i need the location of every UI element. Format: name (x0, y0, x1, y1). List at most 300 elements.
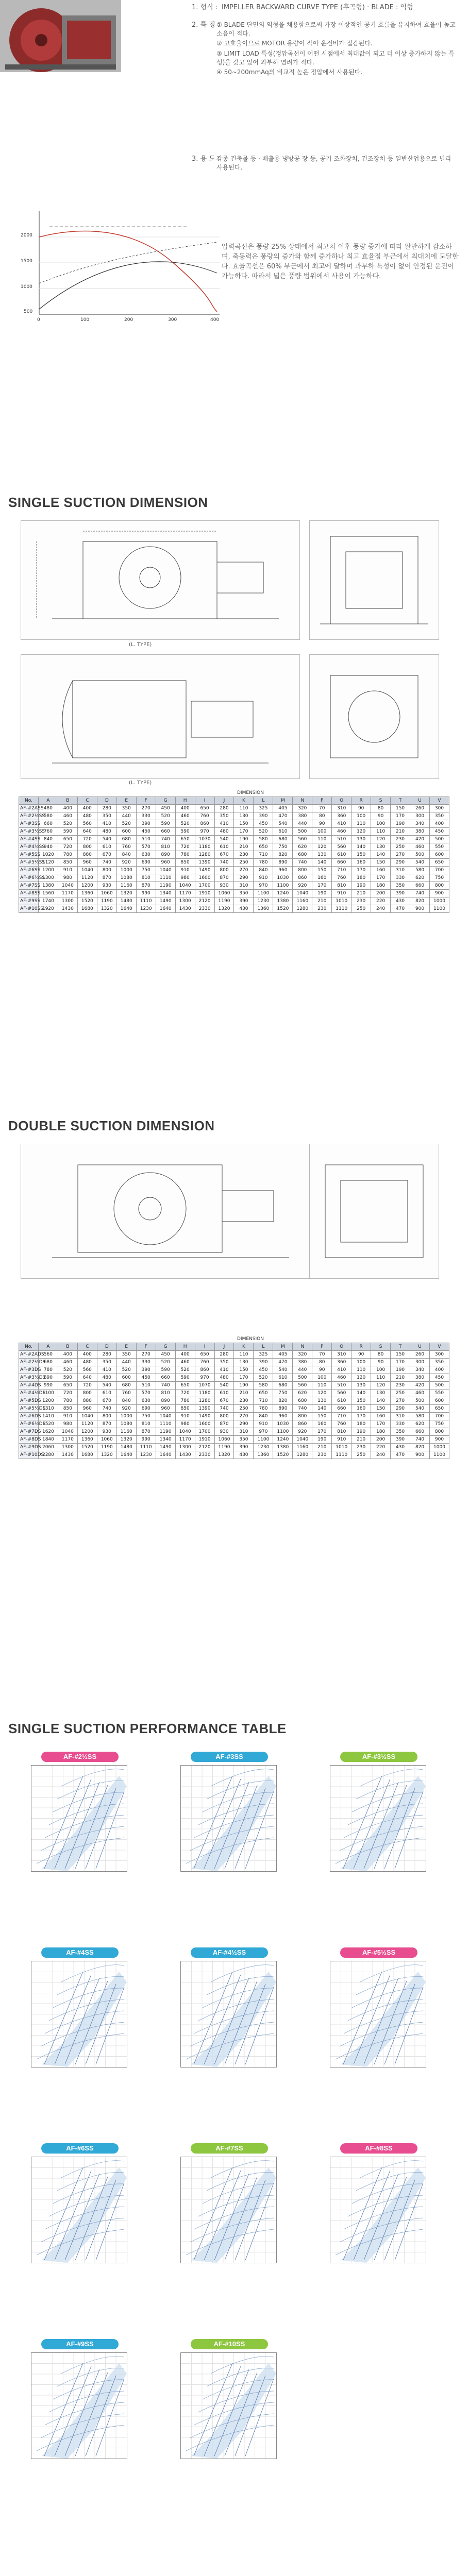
dimension-cell: 960 (273, 867, 293, 874)
dimension-cell: 780 (58, 1397, 77, 1405)
column-header: B (58, 797, 77, 805)
dimension-cell: 410 (214, 820, 234, 828)
dimension-cell: 1030 (273, 1420, 293, 1428)
dimension-cell: 450 (254, 820, 273, 828)
dimension-cell: 800 (214, 867, 234, 874)
dimension-cell: 900 (430, 1436, 449, 1444)
table-row (19, 905, 449, 913)
model-cell: AF-#6SS (19, 867, 39, 874)
dimension-cell: 720 (77, 836, 97, 843)
dimension-cell: 1680 (77, 1451, 97, 1459)
dimension-cell: 140 (351, 1389, 371, 1397)
dimension-cell: 350 (391, 882, 410, 890)
dimension-cell: 140 (371, 851, 391, 859)
dimension-cell: 580 (254, 836, 273, 843)
dimension-cell: 930 (97, 1428, 116, 1436)
dimension-cell: 1040 (293, 890, 312, 897)
dimension-cell: 400 (77, 805, 97, 812)
column-header: I (195, 1343, 214, 1351)
dimension-cell: 300 (410, 812, 430, 820)
dimension-cell: 590 (58, 828, 77, 836)
drawing-label: (L. TYPE) (129, 642, 152, 648)
table-row (19, 897, 449, 905)
dimension-cell: 325 (254, 805, 273, 812)
dimension-cell: 870 (97, 874, 116, 882)
dimension-cell: 270 (136, 805, 156, 812)
dimension-cell: 680 (116, 1382, 136, 1389)
dimension-cell: 230 (391, 836, 410, 843)
dimension-cell: 540 (214, 1382, 234, 1389)
model-cell: AF-#6½SS (19, 874, 39, 882)
x-tick: 100 (80, 317, 90, 323)
dimension-cell: 1490 (156, 897, 175, 905)
column-header: L (254, 1343, 273, 1351)
model-tag: AF-#4½SS (191, 1947, 268, 1958)
single-dimension-table (19, 796, 449, 913)
dimension-cell: 960 (156, 859, 175, 867)
column-header: S (371, 1343, 391, 1351)
dimension-cell: 800 (293, 1413, 312, 1420)
dimension-cell: 1170 (58, 1436, 77, 1444)
dimension-cell: 470 (391, 905, 410, 913)
dimension-cell: 540 (97, 836, 116, 843)
column-header: V (430, 1343, 449, 1351)
dimension-cell: 1640 (156, 1451, 175, 1459)
dimension-cell: 1840 (38, 1436, 58, 1444)
dimension-cell: 610 (332, 1397, 351, 1405)
dimension-cell: 580 (254, 1382, 273, 1389)
dimension-cell: 660 (332, 859, 351, 867)
dimension-cell: 600 (116, 828, 136, 836)
dimension-cell: 800 (77, 1389, 97, 1397)
dimension-cell: 660 (156, 1374, 175, 1382)
column-header: T (391, 797, 410, 805)
dimension-cell: 450 (136, 828, 156, 836)
dimension-cell: 390 (234, 897, 254, 905)
dimension-cell: 1230 (254, 897, 273, 905)
table-header-row (19, 797, 449, 805)
dimension-cell: 440 (293, 820, 312, 828)
dimension-cell: 170 (351, 1413, 371, 1420)
dimension-cell: 1380 (273, 897, 293, 905)
model-cell: AF-#5SS (19, 851, 39, 859)
performance-curve-plot (180, 2352, 277, 2459)
table-row (19, 843, 449, 851)
dimension-cell: 870 (214, 874, 234, 882)
dimension-cell: 190 (351, 1428, 371, 1436)
dimension-cell: 1040 (77, 867, 97, 874)
dimension-cell: 650 (175, 1382, 195, 1389)
dimension-cell: 240 (371, 1451, 391, 1459)
dimension-cell: 430 (234, 1451, 254, 1459)
dimension-cell: 2120 (195, 897, 214, 905)
dimension-cell: 1300 (58, 897, 77, 905)
dimension-cell: 1040 (175, 882, 195, 890)
dimension-cell: 230 (391, 1382, 410, 1389)
dimension-cell: 270 (391, 1397, 410, 1405)
dimension-cell: 400 (175, 805, 195, 812)
dimension-cell: 630 (136, 1397, 156, 1405)
table-row (19, 859, 449, 867)
column-header: U (410, 1343, 430, 1351)
dimension-cell: 540 (97, 1382, 116, 1389)
dimension-cell: 310 (391, 867, 410, 874)
dimension-cell: 190 (391, 820, 410, 828)
dimension-cell: 1000 (116, 1413, 136, 1420)
x-tick: 400 (210, 317, 220, 323)
dimension-cell: 1200 (38, 1397, 58, 1405)
table-row (19, 851, 449, 859)
dimension-cell: 740 (97, 859, 116, 867)
dimension-cell: 1110 (136, 1444, 156, 1451)
dimension-cell: 1170 (58, 890, 77, 897)
dimension-cell: 570 (136, 1389, 156, 1397)
dimension-cell: 560 (332, 1389, 351, 1397)
performance-chart-card (320, 2143, 428, 2267)
dimension-cell: 580 (38, 812, 58, 820)
table-row (19, 805, 449, 812)
dimension-cell: 1340 (156, 890, 175, 897)
dimension-cell: 750 (273, 1389, 293, 1397)
dimension-cell: 500 (293, 1374, 312, 1382)
dimension-cell: 2120 (195, 1444, 214, 1451)
dimension-cell: 740 (156, 1382, 175, 1389)
dimension-cell: 660 (156, 828, 175, 836)
model-cell: AF-#4½SS (19, 843, 39, 851)
dimension-cell: 800 (214, 1413, 234, 1420)
performance-chart-card (21, 2339, 129, 2463)
dimension-cell: 90 (312, 820, 332, 828)
column-header: M (273, 1343, 293, 1351)
dimension-cell: 710 (332, 1413, 351, 1420)
dimension-cell: 970 (195, 1374, 214, 1382)
dimension-cell: 1120 (77, 874, 97, 882)
dimension-cell: 1120 (77, 1420, 97, 1428)
dimension-cell: 520 (156, 812, 175, 820)
dimension-cell: 580 (410, 1413, 430, 1420)
dimension-cell: 850 (175, 1405, 195, 1413)
dimension-cell: 1100 (254, 890, 273, 897)
dimension-cell: 170 (371, 874, 391, 882)
dimension-cell: 280 (97, 1351, 116, 1359)
dimension-cell: 550 (430, 843, 449, 851)
dimension-cell: 430 (391, 897, 410, 905)
dimension-cell: 300 (410, 1359, 430, 1366)
table-row (19, 1397, 449, 1405)
dimension-cell: 90 (312, 1366, 332, 1374)
dimension-cell: 860 (195, 1366, 214, 1374)
dimension-cell: 1200 (77, 882, 97, 890)
dimension-cell: 520 (58, 820, 77, 828)
dimension-cell: 210 (351, 890, 371, 897)
dimension-cell: 810 (156, 1389, 175, 1397)
dimension-cell: 380 (293, 1359, 312, 1366)
dimension-cell: 810 (136, 874, 156, 882)
dimension-cell: 100 (312, 1374, 332, 1382)
dimension-cell: 390 (391, 1436, 410, 1444)
model-cell: AF-#2ASS (19, 805, 39, 812)
dimension-cell: 560 (332, 843, 351, 851)
dimension-cell: 80 (312, 812, 332, 820)
dimension-cell: 180 (351, 874, 371, 882)
dimension-cell: 1700 (195, 1428, 214, 1436)
dimension-cell: 1170 (175, 1436, 195, 1444)
model-cell: AF-#3SS (19, 820, 39, 828)
dimension-cell: 510 (332, 1382, 351, 1389)
dimension-cell: 1040 (175, 1428, 195, 1436)
dimension-cell: 350 (116, 805, 136, 812)
dimension-cell: 130 (234, 812, 254, 820)
dimension-cell: 350 (97, 1359, 116, 1366)
dimension-cell: 1160 (293, 1444, 312, 1451)
dimension-cell: 1100 (38, 1389, 58, 1397)
dimension-cell: 510 (332, 836, 351, 843)
dimension-cell: 210 (312, 1444, 332, 1451)
dimension-cell: 1110 (156, 1420, 175, 1428)
dimension-cell: 260 (410, 805, 430, 812)
model-tag: AF-#10SS (191, 2339, 268, 2349)
dimension-cell: 1320 (97, 1451, 116, 1459)
column-header: S (371, 797, 391, 805)
dimension-cell: 590 (156, 820, 175, 828)
dimension-cell: 440 (293, 1366, 312, 1374)
dimension-cell: 520 (116, 820, 136, 828)
dimension-cell: 910 (254, 1420, 273, 1428)
dimension-cell: 1340 (156, 1436, 175, 1444)
model-cell: AF-#9DS (19, 1444, 39, 1451)
dimension-cell: 850 (58, 859, 77, 867)
dimension-cell: 380 (410, 828, 430, 836)
dimension-cell: 680 (293, 851, 312, 859)
performance-chart-card (170, 1947, 278, 2071)
dimension-cell: 700 (430, 867, 449, 874)
dimension-cell: 760 (195, 1359, 214, 1366)
dimension-cell: 890 (156, 1397, 175, 1405)
model-cell: AF-#4½DS (19, 1389, 39, 1397)
dimension-cell: 150 (312, 867, 332, 874)
dimension-cell: 290 (391, 859, 410, 867)
model-cell: AF-#5DS (19, 1397, 39, 1405)
y-tick: 1000 (21, 284, 32, 290)
dimension-cell: 750 (273, 843, 293, 851)
dimension-cell: 1560 (38, 890, 58, 897)
column-header: N (293, 797, 312, 805)
table-caption: DIMENSION (237, 790, 264, 795)
dimension-cell: 850 (58, 1405, 77, 1413)
dimension-cell: 140 (312, 1405, 332, 1413)
dimension-cell: 280 (97, 805, 116, 812)
dimension-cell: 810 (136, 1420, 156, 1428)
dimension-cell: 170 (351, 867, 371, 874)
model-cell: AF-#2½DS (19, 1359, 39, 1366)
dimension-cell: 610 (214, 1389, 234, 1397)
dimension-cell: 170 (312, 882, 332, 890)
dimension-cell: 710 (254, 851, 273, 859)
dimension-cell: 390 (254, 1359, 273, 1366)
dimension-cell: 1200 (77, 1428, 97, 1436)
dimension-cell: 1520 (38, 1420, 58, 1428)
dimension-cell: 150 (391, 805, 410, 812)
dimension-cell: 590 (156, 1366, 175, 1374)
dimension-cell: 520 (254, 1374, 273, 1382)
dimension-cell: 1040 (58, 882, 77, 890)
column-header: G (156, 1343, 175, 1351)
dimension-cell: 120 (312, 843, 332, 851)
column-header: K (234, 1343, 254, 1351)
table-row (19, 1420, 449, 1428)
dimension-cell: 250 (351, 1451, 371, 1459)
dimension-cell: 660 (332, 1405, 351, 1413)
model-cell: AF-#6½DS (19, 1420, 39, 1428)
model-tag: AF-#5½SS (340, 1947, 417, 1958)
model-tag: AF-#8SS (340, 2143, 417, 2154)
dimension-cell: 1680 (77, 905, 97, 913)
dimension-cell: 1030 (273, 874, 293, 882)
dimension-cell: 400 (175, 1351, 195, 1359)
dimension-cell: 610 (97, 1389, 116, 1397)
performance-curve-plot (31, 2157, 127, 2263)
dimension-cell: 460 (332, 1374, 351, 1382)
dimension-cell: 610 (273, 828, 293, 836)
dimension-cell: 840 (116, 851, 136, 859)
dimension-cell: 870 (136, 882, 156, 890)
dimension-cell: 500 (410, 851, 430, 859)
dimension-cell: 120 (351, 1374, 371, 1382)
dimension-cell: 220 (371, 897, 391, 905)
dimension-cell: 1080 (116, 1420, 136, 1428)
dimension-cell: 380 (293, 812, 312, 820)
column-header: R (351, 1343, 371, 1351)
dimension-cell: 160 (312, 874, 332, 882)
dimension-cell: 240 (371, 905, 391, 913)
dimension-cell: 100 (351, 812, 371, 820)
dimension-cell: 890 (38, 1374, 58, 1382)
dimension-cell: 740 (214, 859, 234, 867)
table-row (19, 1413, 449, 1420)
dimension-cell: 180 (371, 1428, 391, 1436)
column-header: B (58, 1343, 77, 1351)
dimension-cell: 1300 (58, 1444, 77, 1451)
dimension-cell: 120 (312, 1389, 332, 1397)
dimension-cell: 710 (332, 867, 351, 874)
performance-chart-card (320, 1947, 428, 2071)
column-header: P (312, 1343, 332, 1351)
column-header: No. (19, 1343, 39, 1351)
dimension-cell: 1040 (293, 1436, 312, 1444)
model-cell: AF-#6DS (19, 1413, 39, 1420)
dimension-cell: 460 (58, 1359, 77, 1366)
dimension-cell: 200 (371, 1436, 391, 1444)
dimension-cell: 500 (430, 1382, 449, 1389)
dimension-cell: 110 (234, 805, 254, 812)
table-caption: DIMENSION (237, 1336, 264, 1342)
dimension-cell: 290 (234, 874, 254, 882)
dimension-cell: 690 (136, 1405, 156, 1413)
table-row (19, 828, 449, 836)
dimension-cell: 325 (254, 1351, 273, 1359)
dimension-cell: 250 (234, 1405, 254, 1413)
dimension-cell: 910 (254, 874, 273, 882)
dimension-cell: 1190 (156, 882, 175, 890)
dimension-cell: 980 (58, 1420, 77, 1428)
dimension-cell: 660 (410, 882, 430, 890)
dimension-cell: 800 (77, 843, 97, 851)
single-dimension-title: SINGLE SUCTION DIMENSION (8, 495, 208, 510)
dimension-cell: 210 (312, 897, 332, 905)
dimension-cell: 750 (430, 874, 449, 882)
dimension-cell: 920 (293, 1428, 312, 1436)
dimension-cell: 1320 (116, 1436, 136, 1444)
y-tick: 500 (24, 309, 33, 314)
dimension-cell: 860 (293, 874, 312, 882)
performance-chart-card (170, 2143, 278, 2267)
dimension-cell: 420 (410, 1382, 430, 1389)
dimension-cell: 510 (136, 836, 156, 843)
column-header: D (97, 1343, 116, 1351)
dimension-cell: 210 (234, 1389, 254, 1397)
dimension-cell: 130 (234, 1359, 254, 1366)
dimension-cell: 810 (156, 843, 175, 851)
dimension-cell: 130 (351, 836, 371, 843)
dimension-cell: 480 (77, 1359, 97, 1366)
dimension-cell: 1190 (156, 1428, 175, 1436)
dimension-cell: 450 (156, 805, 175, 812)
dimension-cell: 1520 (77, 1444, 97, 1451)
column-header: R (351, 797, 371, 805)
dimension-cell: 1390 (195, 1405, 214, 1413)
dimension-cell: 170 (234, 1374, 254, 1382)
dimension-cell: 270 (234, 867, 254, 874)
dimension-cell: 100 (371, 1366, 391, 1374)
table-row (19, 1389, 449, 1397)
dimension-cell: 250 (391, 1389, 410, 1397)
dimension-cell: 650 (58, 1382, 77, 1389)
dimension-cell: 1300 (38, 874, 58, 882)
dimension-cell: 300 (430, 1351, 449, 1359)
dimension-cell: 2060 (38, 1444, 58, 1451)
dimension-cell: 1320 (97, 905, 116, 913)
dimension-cell: 1070 (195, 836, 214, 843)
dimension-cell: 680 (293, 1397, 312, 1405)
dimension-cell: 540 (214, 836, 234, 843)
dimension-cell: 1430 (58, 905, 77, 913)
model-cell: AF-#3DS (19, 1366, 39, 1374)
dimension-cell: 800 (430, 1428, 449, 1436)
column-header: Q (332, 1343, 351, 1351)
dimension-cell: 460 (410, 843, 430, 851)
dimension-cell: 460 (58, 812, 77, 820)
dimension-cell: 450 (430, 828, 449, 836)
dimension-cell: 670 (97, 1397, 116, 1405)
dimension-cell: 1430 (175, 1451, 195, 1459)
dimension-cell: 1110 (156, 874, 175, 882)
dimension-cell: 760 (116, 843, 136, 851)
dimension-cell: 450 (254, 1366, 273, 1374)
dimension-cell: 250 (351, 905, 371, 913)
model-cell: AF-#2½SS (19, 812, 39, 820)
dimension-cell: 350 (214, 1359, 234, 1366)
column-header: M (273, 797, 293, 805)
dimension-cell: 980 (175, 874, 195, 882)
dimension-cell: 1320 (214, 1451, 234, 1459)
dimension-cell: 1740 (38, 897, 58, 905)
dimension-cell: 480 (38, 805, 58, 812)
model-tag: AF-#4SS (41, 1947, 119, 1958)
dimension-cell: 330 (136, 1359, 156, 1366)
dimension-cell: 520 (58, 1366, 77, 1374)
dimension-cell: 650 (195, 805, 214, 812)
dimension-cell: 180 (351, 1420, 371, 1428)
